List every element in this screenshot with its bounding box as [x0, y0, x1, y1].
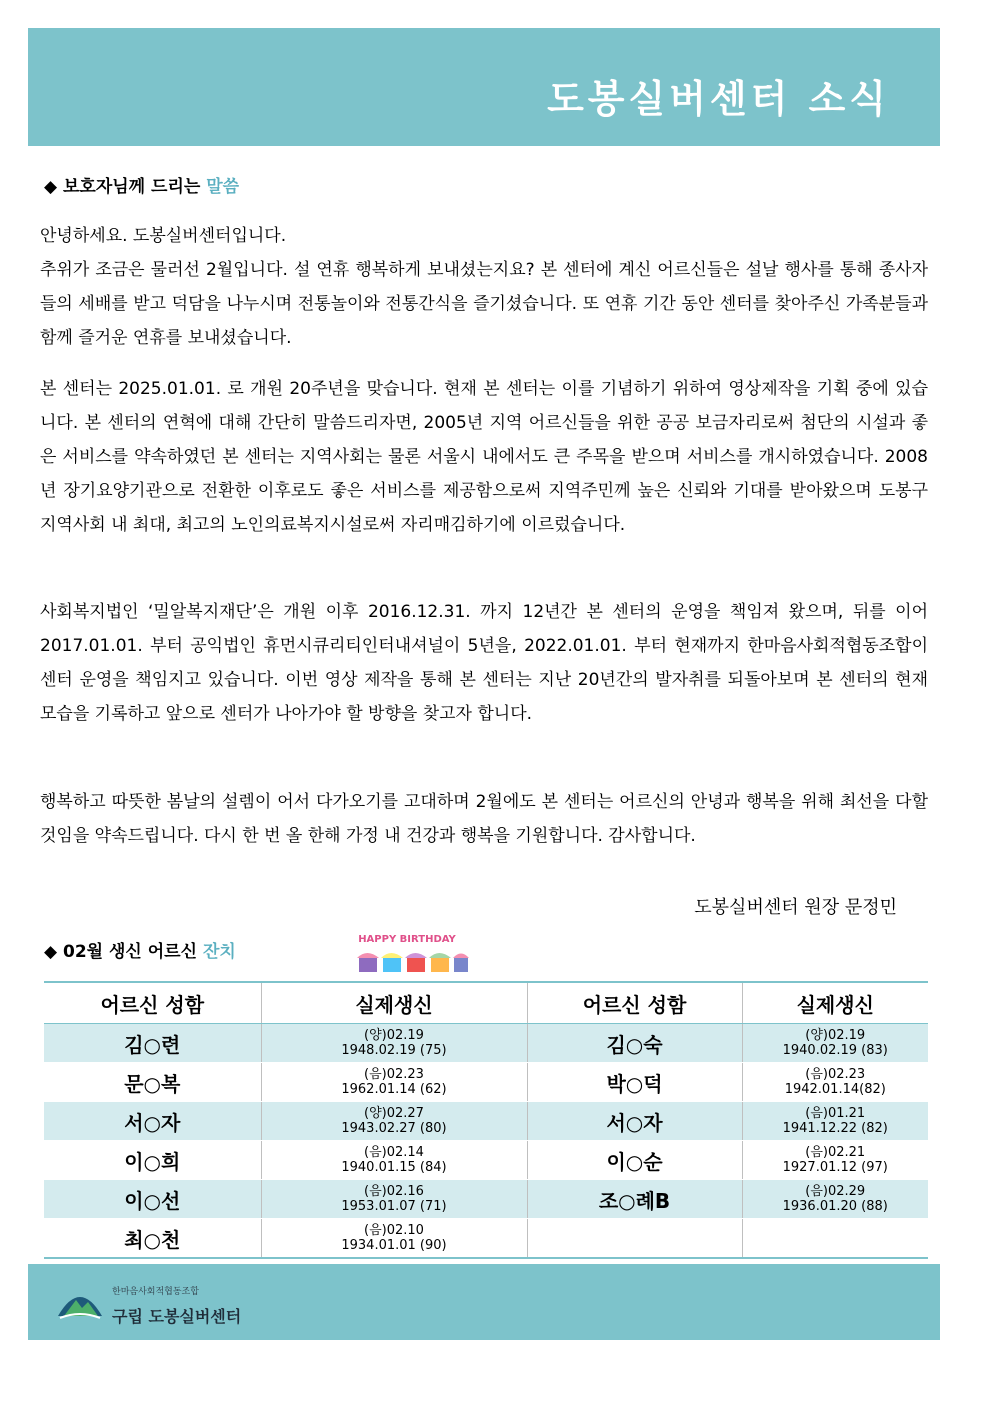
birthday-date-actual: 1934.01.01 (90) — [341, 1238, 447, 1253]
footer-org-main: 구립 도봉실버센터 — [112, 1307, 242, 1326]
mountain-logo-icon — [58, 1286, 102, 1320]
birthday-date-actual: 1936.01.20 (88) — [782, 1199, 888, 1214]
birthday-date-calendar: (양)02.19 — [364, 1028, 424, 1043]
birthday-date — [742, 1141, 928, 1180]
elder-name: 김○숙 — [527, 1024, 742, 1063]
letter-p1: 안녕하세요. 도봉실버센터입니다. 추위가 조금은 물러선 2월입니다. 설 연휴 행복하게 보내셨는지요? 본 센터에 계신 어르신들은 설날 행사를 통해 종사자들의 세배를 받고 덕담을 나누시며 전통놀이와 전통간식을 즐기셨습니다. 또 연휴 기간 동안 센터를 찾아주신 가족분들과 함께 즐거운 연휴를 보내셨습니다. — [40, 226, 928, 348]
elder-name: 서○자 — [44, 1102, 261, 1141]
letter-p3: 사회복지법인 ‘밀알복지재단’은 개원 이후 2016.12.31. 까지 12년간 본 센터의 운영을 책임져 왔으며, 뒤를 이어 2017.01.01. 부터 공익법인 휴먼시큐리티인터내셔널이 5년을, 2022.01.01. 부터 현재까지 한마음사회적협동조합이 센터 운영을 책임지고 있습니다. 이번 영상 제작을 통해 본 센터는 지난 20년간의 발자취를 되돌아보며 본 센터의 현재 모습을 기록하고 앞으로 센터가 나아가야 할 방향을 찾고자 합니다. — [40, 602, 928, 724]
table-row — [44, 1024, 928, 1063]
birthday-date — [261, 1180, 527, 1219]
header-name-2: 어르신 성함 — [527, 982, 742, 1024]
birthday-date-calendar: (양)02.27 — [364, 1106, 424, 1121]
elder-name: 최○천 — [44, 1219, 261, 1259]
birthday-date-calendar: (음)02.23 — [805, 1067, 866, 1082]
birthday-date — [261, 1102, 527, 1141]
birthday-date-calendar: (음)02.10 — [364, 1223, 424, 1238]
header-date-1: 실제생신 — [261, 982, 527, 1024]
elder-name: 김○련 — [44, 1024, 261, 1063]
page-title: 도봉실버센터 소식 — [547, 77, 890, 121]
header-name-1: 어르신 성함 — [44, 982, 261, 1024]
birthday-date-actual: 1940.01.15 (84) — [341, 1160, 447, 1175]
birthday-date — [742, 1180, 928, 1219]
birthday-date-actual: 1940.02.19 (83) — [782, 1043, 888, 1058]
birthday-date — [261, 1024, 527, 1063]
elder-name: 서○자 — [527, 1102, 742, 1141]
header-date-2: 실제생신 — [742, 982, 928, 1024]
birthday-date-actual: 1953.01.07 (71) — [341, 1199, 447, 1214]
birthday-date — [742, 1219, 928, 1259]
birthday-cupcake-icon — [343, 930, 471, 978]
footer-org-sub: 한마음사회적협동조합 — [112, 1287, 199, 1297]
birthday-date-calendar: (음)02.29 — [805, 1184, 866, 1199]
birthday-heading-prefix: ◆ 02월 생신 어르신 — [44, 942, 203, 962]
letter-p4: 행복하고 따뜻한 봄날의 설렘이 어서 다가오기를 고대하며 2월에도 본 센터는 어르신의 안녕과 행복을 위해 최선을 다할 것임을 약속드립니다. 다시 한 번 올 한해 가정 내 건강과 행복을 기원합니다. 감사합니다. — [40, 792, 928, 846]
signature: 도봉실버센터 원장 문정민 — [694, 897, 897, 918]
birthday-date-actual: 1941.12.22 (82) — [782, 1121, 888, 1136]
birthday-date-calendar: (음)02.16 — [364, 1184, 424, 1199]
footer-banner — [28, 1264, 940, 1340]
table-row — [44, 1219, 928, 1259]
elder-name: 이○순 — [527, 1141, 742, 1180]
birthday-date-actual: 1927.01.12 (97) — [782, 1160, 888, 1175]
birthday-table — [44, 981, 928, 1259]
greeting-heading-prefix: ◆ 보호자님께 드리는 — [44, 177, 207, 197]
letter-paragraph-4 — [40, 785, 928, 853]
birthday-date — [261, 1063, 527, 1102]
birthday-heading — [44, 937, 236, 962]
letter-paragraph-2 — [40, 372, 928, 542]
elder-name — [527, 1219, 742, 1259]
birthday-date — [742, 1102, 928, 1141]
birthday-date-actual: 1948.02.19 (75) — [341, 1043, 447, 1058]
birthday-date-actual: 1943.02.27 (80) — [341, 1121, 447, 1136]
birthday-table-header-row — [44, 982, 928, 1024]
birthday-date-calendar: (음)02.14 — [364, 1145, 424, 1160]
birthday-date — [742, 1063, 928, 1102]
letter-p2: 본 센터는 2025.01.01. 로 개원 20주년을 맞습니다. 현재 본 센터는 이를 기념하기 위하여 영상제작을 기획 중에 있습니다. 본 센터의 연혁에 대해 간단히 말씀드리자면, 2005년 지역 어르신들을 위한 공공 보금자리로써 첨단의 시설과 좋은 서비스를 약속하였던 본 센터는 지역사회는 물론 서울시 내에서도 큰 주목을 받으며 서비스를 개시하였습니다. 2008년 장기요양기관으로 전환한 이후로도 좋은 서비스를 제공함으로써 지역주민께 높은 신뢰와 기대를 받아왔으며 도봉구 지역사회 내 최대, 최고의 노인의료복지시설로써 자리매김하기에 이르렀습니다. — [40, 379, 928, 535]
elder-name: 이○희 — [44, 1141, 261, 1180]
greeting-heading-accent: 말씀 — [206, 177, 240, 197]
birthday-date — [742, 1024, 928, 1063]
birthday-date-actual: 1942.01.14(82) — [784, 1082, 886, 1097]
table-row — [44, 1102, 928, 1141]
birthday-date-calendar: (음)02.21 — [805, 1145, 866, 1160]
elder-name: 조○례B — [527, 1180, 742, 1219]
birthday-date-calendar: (음)01.21 — [805, 1106, 866, 1121]
elder-name: 박○덕 — [527, 1063, 742, 1102]
birthday-date-actual: 1962.01.14 (62) — [341, 1082, 447, 1097]
table-row — [44, 1063, 928, 1102]
table-row — [44, 1180, 928, 1219]
birthday-date — [261, 1219, 527, 1259]
birthday-heading-accent: 잔치 — [202, 942, 236, 962]
birthday-date-calendar: (양)02.19 — [805, 1028, 866, 1043]
header-banner — [28, 28, 940, 146]
greeting-heading — [44, 172, 239, 197]
birthday-date — [261, 1141, 527, 1180]
table-row — [44, 1141, 928, 1180]
letter-paragraph-3 — [40, 595, 928, 731]
elder-name: 이○선 — [44, 1180, 261, 1219]
elder-name: 문○복 — [44, 1063, 261, 1102]
birthday-banner-text: HAPPY BIRTHDAY — [358, 934, 456, 945]
letter-paragraph-1 — [40, 219, 928, 355]
birthday-date-calendar: (음)02.23 — [364, 1067, 424, 1082]
